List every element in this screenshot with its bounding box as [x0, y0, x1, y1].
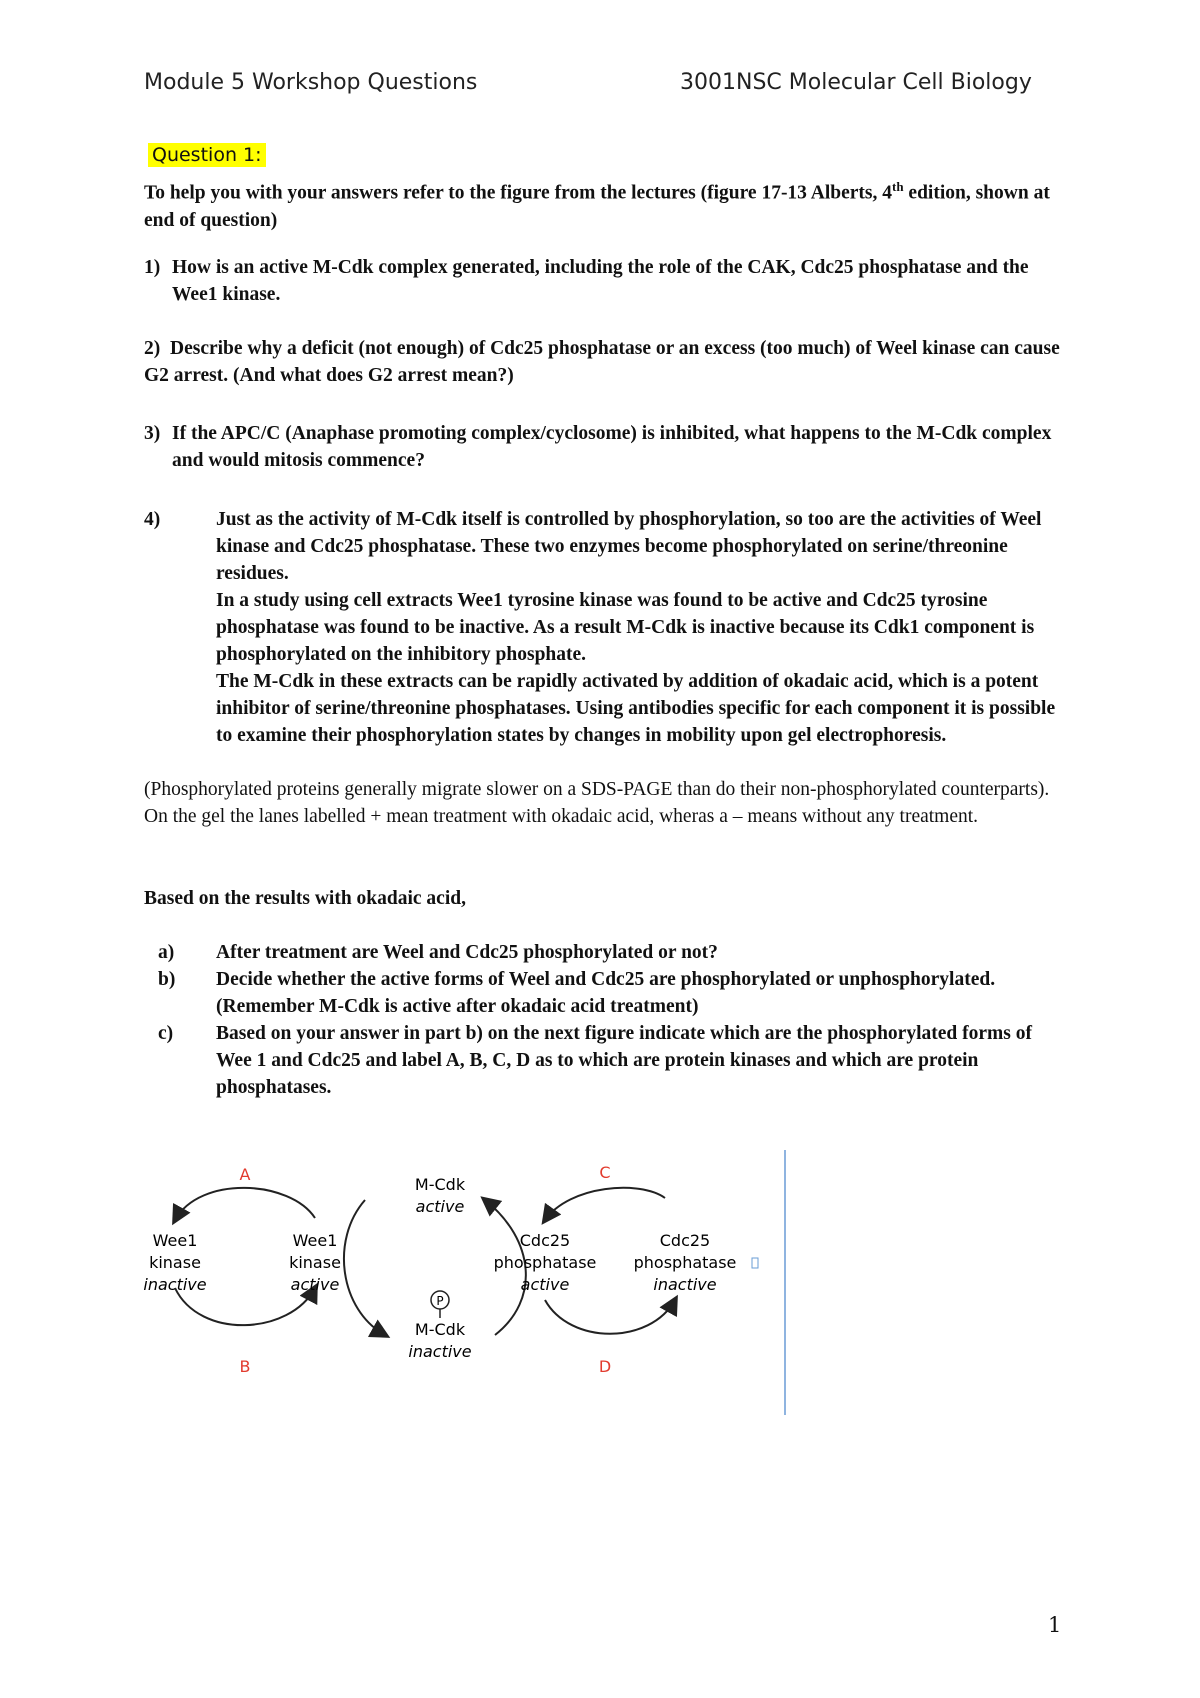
subquestion-text: After treatment are Weel and Cdc25 phosphorylated or not?	[216, 942, 718, 963]
mcdk-inactive-state: inactive	[408, 1342, 472, 1361]
cdc25-inactive-type: phosphatase	[633, 1253, 737, 1272]
question-text: If the APC/C (Anaphase promoting complex/cyclosome) is inhibited, what happens to the M-Cdk complex and would mitosis commence?	[172, 423, 1052, 471]
selection-handle-icon	[752, 1258, 758, 1268]
arrow-bottom-right-cycle	[545, 1300, 675, 1334]
label-b: B	[239, 1357, 251, 1376]
label-d: D	[598, 1357, 612, 1376]
subquestion-text: Based on your answer in part b) on the next figure indicate which are the phosphorylated forms of Wee 1 and Cdc25 and label A, B, C, D as to which are protein kinases and which are protein phosphatases.	[216, 1023, 1032, 1098]
header-right: 3001NSC Molecular Cell Biology	[680, 70, 1032, 95]
note-paragraph: (Phosphorylated proteins generally migrate slower on a SDS-PAGE than do their non-phosphorylated counterparts). On the gel the lanes labelled + mean treatment with okadaic acid, wheras a – means without any treatment.	[144, 779, 1050, 827]
question-title: Question 1:	[148, 143, 266, 167]
intro-text: To help you with your answers refer to the figure from the lectures (figure 17-13 Alberts, 4	[144, 182, 892, 204]
question-number: 3)	[144, 423, 161, 444]
arrow-top-left-cycle	[175, 1188, 315, 1220]
header-left: Module 5 Workshop Questions	[144, 70, 478, 95]
mcdk-active-name: M-Cdk	[414, 1175, 466, 1194]
intro-paragraph	[144, 173, 1064, 234]
phosphate-label: P	[436, 1294, 444, 1308]
cdc25-inactive-state: inactive	[653, 1275, 717, 1294]
mcdk-inactive-name: M-Cdk	[414, 1320, 466, 1339]
cdc25-inactive-name: Cdc25	[659, 1231, 711, 1250]
wee1-active-type: kinase	[289, 1253, 341, 1272]
question-number: 2)	[144, 338, 161, 359]
question-4	[144, 506, 1074, 749]
arrow-mcdk-inactivation	[344, 1200, 385, 1335]
wee1-inactive-type: kinase	[149, 1253, 201, 1272]
page-number: 1	[1048, 1613, 1062, 1637]
based-on-heading: Based on the results with okadaic acid,	[144, 888, 466, 909]
label-c: C	[599, 1163, 611, 1182]
subquestion-b	[144, 966, 1064, 1020]
wee1-inactive-state: inactive	[143, 1275, 207, 1294]
intro-text-end: edition, shown at end of question)	[144, 182, 1050, 231]
subquestion-letter: c)	[158, 1023, 174, 1044]
mcdk-active-state: active	[415, 1197, 465, 1216]
subquestion-letter: b)	[158, 969, 176, 990]
arrow-top-right-cycle	[545, 1188, 665, 1220]
cycle-diagram	[140, 1150, 800, 1420]
question-text-2: In a study using cell extracts Wee1 tyrosine kinase was found to be active and Cdc25 tyrosine phosphatase was found to be inactive. As a result M-Cdk is inactive because its Cdk1 component is phosphorylated on the inhibitory phosphate.	[216, 590, 1035, 665]
wee1-inactive-name: Wee1	[152, 1231, 198, 1250]
question-2	[144, 335, 1064, 389]
question-text: Describe why a deficit (not enough) of Cdc25 phosphatase or an excess (too much) of Weel kinase can cause G2 arrest. (And what does G2 arrest mean?)	[144, 338, 1060, 386]
question-text: Just as the activity of M-Cdk itself is controlled by phosphorylation, so too are the activities of Weel kinase and Cdc25 phosphatase. These two enzymes become phosphorylated on serine/threonine residues.	[216, 509, 1042, 584]
question-text-3: The M-Cdk in these extracts can be rapidly activated by addition of okadaic acid, which is a potent inhibitor of serine/threonine phosphatases. Using antibodies specific for each component it is possible to examine their phosphorylation states by changes in mobility upon gel electrophoresis.	[216, 671, 1056, 746]
cdc25-active-type: phosphatase	[493, 1253, 597, 1272]
question-number: 4)	[144, 509, 161, 530]
label-a: A	[239, 1165, 251, 1184]
intro-superscript: th	[891, 179, 904, 194]
subquestion-a	[144, 939, 1064, 966]
question-1	[144, 254, 1064, 308]
question-text: How is an active M-Cdk complex generated, including the role of the CAK, Cdc25 phosphatase and the Wee1 kinase.	[172, 257, 1029, 305]
cdc25-active-name: Cdc25	[519, 1231, 571, 1250]
question-number: 1)	[144, 257, 161, 278]
cdc25-active-state: active	[520, 1275, 570, 1294]
subquestion-letter: a)	[158, 942, 175, 963]
wee1-active-state: active	[290, 1275, 340, 1294]
wee1-active-name: Wee1	[292, 1231, 338, 1250]
subquestion-text: Decide whether the active forms of Weel and Cdc25 are phosphorylated or unphosphorylated. (Remember M-Cdk is active after okadaic acid treatment)	[216, 969, 996, 1017]
question-3	[144, 420, 1074, 474]
subquestion-c	[144, 1020, 1064, 1101]
